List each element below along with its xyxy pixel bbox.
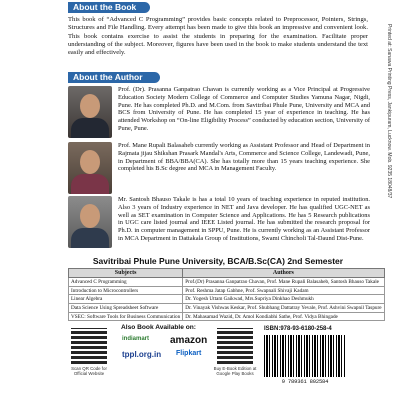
author-bio: Mr. Santosh Bhauso Takale is has a total 10 years of teaching experience in reputed institution. Also 3 years of Industry experience in NET and Java developer. He has qualified UGC-NET as well as SET examination in Computer Science and Applications. He has 5 Research publications in UGC care listed journal and IEEE Listed journal. He has submitted the research proposal for Ph.D. in computer management in SPPU, Pune. He is currently working as an Assistant Professor in MCA Department in Dattakala Group of Institutions, Swami Chincholi Tal-Daund Dist-Pune. (118, 196, 370, 242)
about-book-text: This book of “Advanced C Programming” provides basic concepts related to Preprocessor, Pointers, Strings, Structures and File Handling. Every attempt has been made to give this book an impressive and convenient look. This book contains exercise to assist the students in preparing for the examination. Facilitate proper understanding of the subject. Moreover, figures have been used in the book to make students understand the text easily and effectively. (68, 16, 368, 57)
barcode-icon (264, 335, 346, 377)
isbn: ISBN:978-93-6180-258-4 (264, 326, 332, 332)
author-bio: Prof. (Dr). Prasanna Ganpatrao Chavan is currently working as a Vice Principal at Progressive Education Society Modern College of Commerce and Computer Studies Yamuna Nagar, Nigdi, Pune. He has completed Ph.D. and M.Com. from Savitribai Phule Pune, University and MCA and BCS from University of Pune. He has completed 15 year of experience in teaching. He has attended Workshop on “On-line Eligibility Process” conducted by education section, University of Pune, Pune. (118, 86, 370, 132)
subjects-table (68, 268, 385, 321)
author-2 (68, 142, 368, 192)
author-bio: Prof. Mane Rupali Balasaheb currently working as Assistant Professor and Head of Department in Rajmata jijau Shikshan Prasark Mandal's Arts, Commerce and Science College, Landewadi, Pune, in Department of BBA/BBA(CA). She has totally more than 15 years teaching experience. She completed his B.Sc degree and MCA in Management Faculty. (118, 142, 370, 173)
qr-label: Scan QR Code for Official Website (71, 366, 107, 376)
amazon-logo[interactable]: amazon (170, 335, 208, 346)
barcode-number: 9 789361 802584 (281, 378, 329, 385)
indiamart-logo[interactable]: indiamart (122, 336, 150, 342)
table-header: Subjects (69, 269, 183, 278)
author-photo (68, 86, 112, 138)
printer-side-text: Printed at: Sanawa Printing Press, Jankipuram, Lucknow. Mob. 9235 18048/37 (386, 24, 392, 199)
qr-label: Buy E-Book Edition at Google Play Books (213, 366, 257, 376)
university-line: Savitribai Phule Pune University, BCA/B.Sc(CA) 2nd Semester (92, 256, 344, 266)
author-photo (68, 142, 112, 194)
tppl-logo[interactable]: tppl.org.in (122, 350, 162, 359)
table-row: Data Science Using Spreadsheet Software Dr. Vinayak Vishwas Keskar, Prof. Shubhang Dattatray Yevale, Prof. Ashvini Swapnil Taspure (69, 304, 385, 313)
about-author-heading: About the Author (68, 72, 160, 83)
play-books-qr-icon[interactable] (217, 328, 253, 364)
table-row: VSEC: Software Tools for Business Communication Dr. Mahasamad Wazid, Dr. Amol Kondiabhi Sathe, Prof. Vidya Bhingade (69, 312, 385, 321)
table-row: Introduction to Microcontrollers Prof. Reshma Jatap Gabhne, Prof. Swapnali Shivaji Kadam (69, 286, 385, 295)
author-1 (68, 86, 368, 136)
about-book-heading: About the Book (68, 2, 150, 13)
table-row: Linear Algebra Dr. Yogesh Uttam Gaikwad, Mrs.Supriya Dinkhao Deshmukh (69, 295, 385, 304)
flipkart-logo[interactable]: Flipkart (176, 350, 202, 357)
store-title: Also Book Available on: (121, 324, 196, 331)
author-3 (68, 196, 368, 246)
table-header: Authors (183, 269, 384, 278)
table-row: Advanced C Programming Prof.(Dr) Prasanna Ganpatrao Chavan, Prof. Mane Rupali Balasaheb, Santosh Bhauso Takale (69, 278, 385, 287)
author-photo (68, 196, 112, 248)
qr-code-icon[interactable] (71, 328, 107, 364)
bottom-strip (0, 322, 400, 400)
